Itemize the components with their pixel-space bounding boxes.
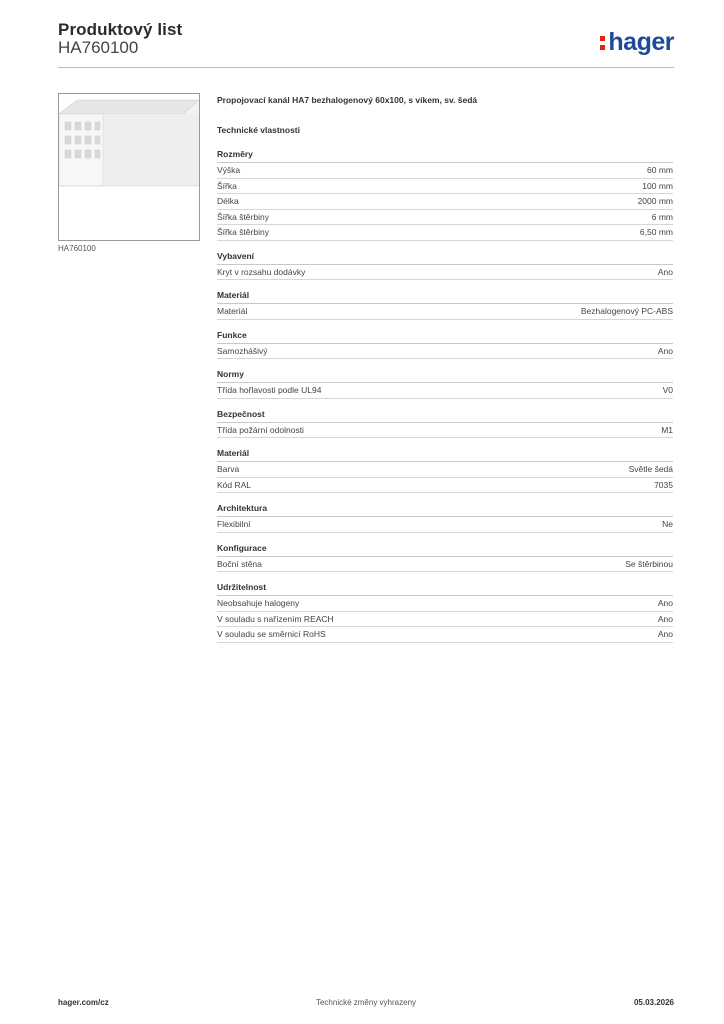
- spec-value: 60 mm: [647, 165, 673, 175]
- spec-value: 7035: [654, 479, 673, 490]
- image-caption: HA760100: [58, 244, 96, 253]
- spec-row: [217, 478, 673, 494]
- spec-row: [217, 163, 673, 179]
- spec-label: V souladu se směrnicí RoHS: [217, 629, 326, 639]
- spec-group-title: Udržitelnost: [217, 582, 673, 596]
- spec-group-title: Materiál: [217, 290, 673, 304]
- spec-row: [217, 627, 673, 643]
- spec-group-title: Bezpečnost: [217, 409, 673, 423]
- spec-label: Kryt v rozsahu dodávky: [217, 266, 306, 277]
- spec-label: Flexibilní: [217, 519, 251, 529]
- product-name: Propojovací kanál HA7 bezhalogenový 60x100, s víkem, sv. šedá: [217, 95, 478, 105]
- spec-label: Šířka štěrbiny: [217, 211, 269, 222]
- spec-value: Ano: [657, 345, 673, 356]
- tech-properties-heading: Technické vlastnosti: [217, 125, 300, 135]
- spec-group-title: Materiál: [217, 448, 673, 462]
- spec-row: [217, 179, 673, 195]
- footer-date: 05.03.2026: [633, 998, 674, 1007]
- document-title: Produktový list: [58, 20, 183, 39]
- cable-duct-illustration: [59, 94, 199, 240]
- spec-label: V souladu s nařízením REACH: [217, 613, 334, 624]
- spec-value: Ne: [662, 519, 673, 529]
- spec-value: 6,50 mm: [639, 227, 673, 237]
- spec-value: 2000 mm: [637, 196, 673, 206]
- product-image: [58, 93, 200, 241]
- spec-row: [217, 423, 673, 439]
- spec-row: [217, 596, 673, 612]
- spec-group-title: Konfigurace: [217, 543, 673, 557]
- footer-notice: Technické změny vyhrazeny: [315, 998, 417, 1007]
- spec-value: Ano: [657, 613, 673, 624]
- spec-label: Třída požární odolnosti: [217, 424, 304, 435]
- spec-row: [217, 225, 673, 241]
- spec-label: Samozhášivý: [217, 345, 268, 356]
- spec-row: [217, 557, 673, 573]
- spec-label: Šířka: [217, 180, 237, 191]
- spec-row: [217, 210, 673, 226]
- spec-label: Boční stěna: [217, 558, 262, 569]
- spec-value: M1: [661, 424, 673, 435]
- spec-row: [217, 383, 673, 399]
- spec-group-title: Normy: [217, 369, 673, 383]
- logo-text: hager: [608, 28, 674, 56]
- spec-value: 100 mm: [642, 180, 673, 191]
- footer-website: hager.com/cz: [58, 998, 109, 1007]
- spec-label: Barva: [217, 464, 240, 474]
- spec-value: Ano: [657, 629, 673, 639]
- spec-row: [217, 265, 673, 281]
- brand-logo: [600, 28, 674, 57]
- spec-section: [217, 95, 673, 643]
- spec-row: [217, 194, 673, 210]
- header-divider: [58, 67, 674, 68]
- spec-row: [217, 612, 673, 628]
- spec-row: [217, 462, 673, 478]
- product-code: HA760100: [58, 38, 139, 57]
- spec-row: [217, 344, 673, 360]
- spec-value: Bezhalogenový PC-ABS: [580, 306, 673, 316]
- spec-group-title: Architektura: [217, 503, 673, 517]
- spec-label: Neobsahuje halogeny: [217, 598, 300, 608]
- spec-value: Světle šedá: [628, 464, 673, 474]
- spec-group-title: Funkce: [217, 330, 673, 344]
- spec-row: [217, 304, 673, 320]
- spec-label: Šířka štěrbiny: [217, 227, 269, 237]
- spec-groups: [217, 149, 673, 643]
- spec-label: Třída hořlavosti podle UL94: [217, 385, 322, 395]
- spec-value: V0: [662, 385, 673, 395]
- spec-group-title: Vybavení: [217, 251, 673, 265]
- spec-label: Kód RAL: [217, 479, 252, 490]
- spec-value: Ano: [657, 598, 673, 608]
- spec-label: Výška: [217, 165, 241, 175]
- spec-value: Ano: [657, 266, 673, 277]
- page-header: [58, 20, 674, 68]
- spec-row: [217, 517, 673, 533]
- spec-label: Materiál: [217, 306, 248, 316]
- logo-dots-icon: [600, 33, 606, 52]
- spec-value: Se štěrbinou: [625, 558, 673, 569]
- spec-group-title: Rozměry: [217, 149, 673, 163]
- spec-label: Délka: [217, 196, 239, 206]
- spec-value: 6 mm: [651, 211, 673, 222]
